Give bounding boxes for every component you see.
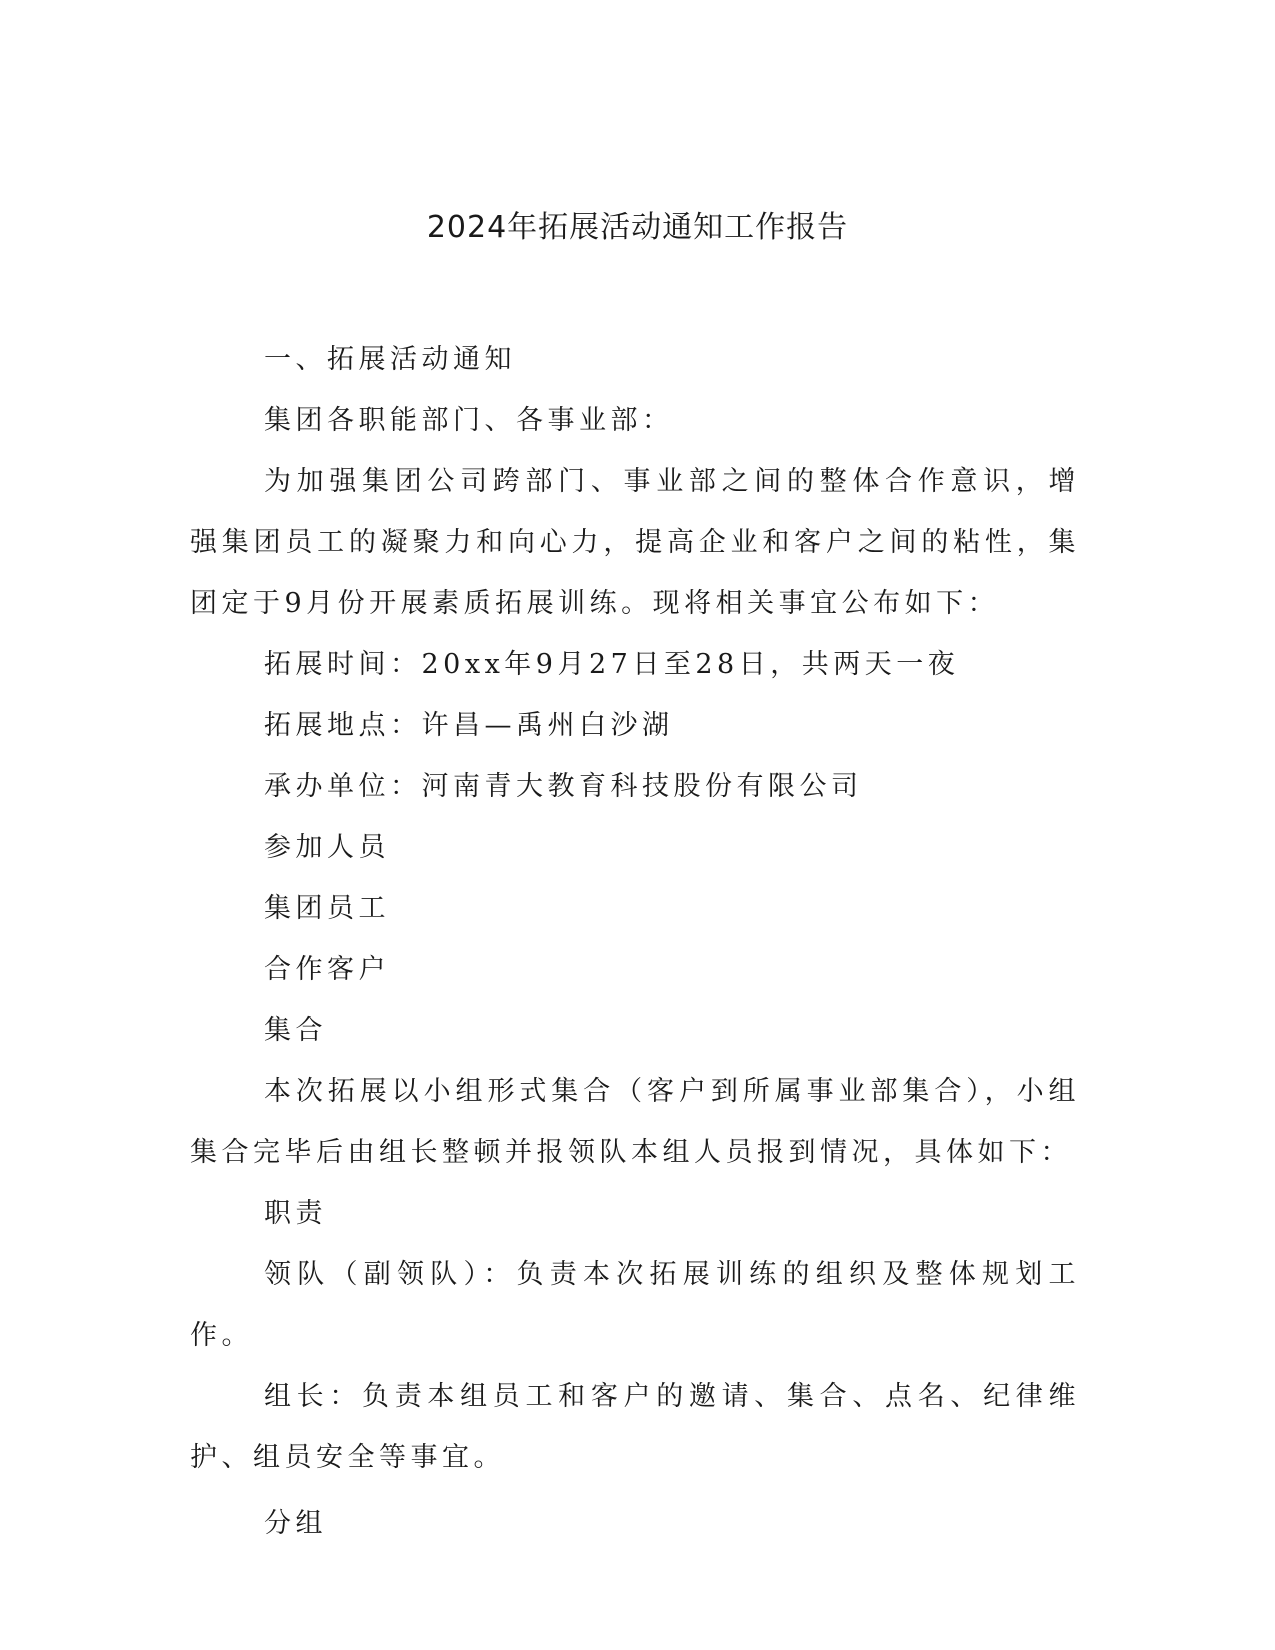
- participants-heading: 参加人员: [264, 832, 390, 863]
- participants-item: 集团员工: [264, 893, 390, 924]
- activity-location: 拓展地点：许昌—禹州白沙湖: [264, 710, 674, 741]
- duty-leader: 领队（副领队）：负责本次拓展训练的组织及整体规划工作。: [190, 1259, 1080, 1351]
- participants-item: 合作客户: [264, 954, 390, 985]
- intro-paragraph: 为加强集团公司跨部门、事业部之间的整体合作意识，增强集团员工的凝聚力和向心力，提高企业和客户之间的粘性，集团定于9月份开展素质拓展训练。现将相关事宜公布如下：: [190, 466, 1080, 619]
- activity-time: 拓展时间：20xx年9月27日至28日，共两天一夜: [264, 649, 960, 680]
- document-body: [190, 329, 1080, 1554]
- duties-heading: 职责: [264, 1198, 327, 1229]
- duty-group-leader: 组长：负责本组员工和客户的邀请、集合、点名、纪律维护、组员安全等事宜。: [190, 1381, 1080, 1473]
- section-heading: 一、拓展活动通知: [264, 344, 516, 375]
- grouping-heading: 分组: [264, 1508, 327, 1539]
- assembly-paragraph: 本次拓展以小组形式集合（客户到所属事业部集合），小组集合完毕后由组长整顿并报领队本组人员报到情况，具体如下：: [190, 1076, 1080, 1168]
- salutation: 集团各职能部门、各事业部：: [264, 405, 674, 436]
- assembly-heading: 集合: [264, 1015, 327, 1046]
- organizer: 承办单位：河南青大教育科技股份有限公司: [264, 771, 863, 802]
- document-title: 2024年拓展活动通知工作报告: [426, 210, 849, 245]
